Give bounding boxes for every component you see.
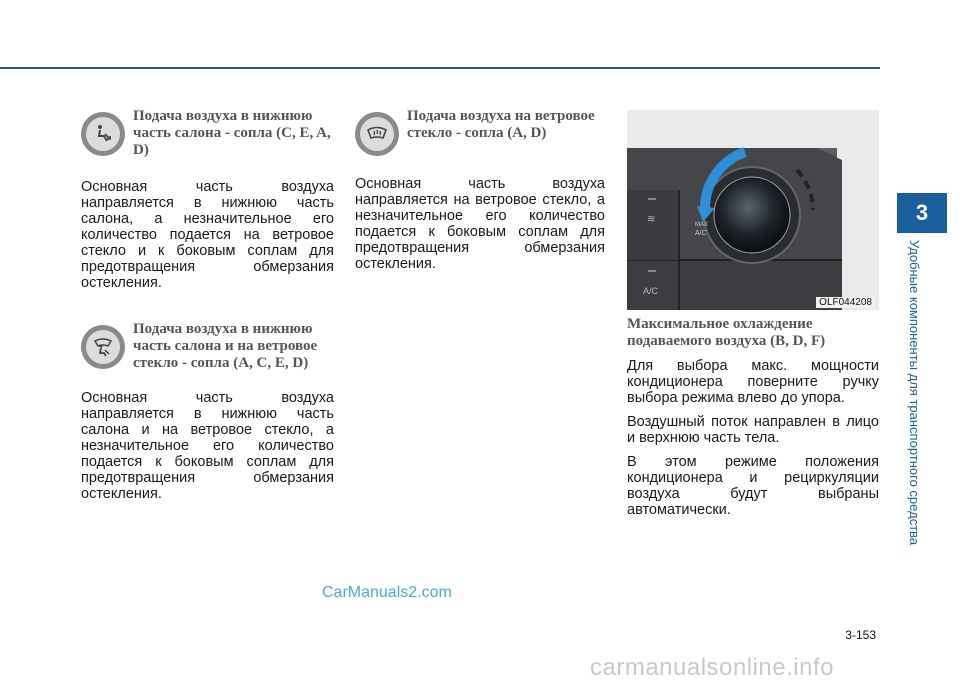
- section-floor-defrost: [81, 323, 334, 372]
- ac-label-knob: A/C: [695, 230, 707, 237]
- chapter-tab: 3: [897, 193, 947, 233]
- footer-watermark: carmanualsonline.info: [590, 654, 834, 681]
- section-windshield: [355, 110, 605, 156]
- max-cooling-p2: Воздушный поток направлен в лицо и верхнюю часть тела.: [627, 414, 879, 446]
- ac-button-label: A/C: [643, 286, 659, 296]
- photo-caption: OLF044208: [816, 297, 875, 308]
- page-number: 3-153: [845, 628, 876, 642]
- section-floor: [81, 110, 334, 159]
- top-rule: [0, 67, 880, 69]
- max-cooling-p1: Для выбора макс. мощности кондиционера поверните ручку выбора режима влево до упора.: [627, 358, 879, 406]
- max-cooling-p3: В этом режиме положения кондиционера и рециркуляции воздуха будут выбраны автоматически.: [627, 454, 879, 518]
- svg-text:≋: ≋: [647, 214, 656, 225]
- section-floor-body: Основная часть воздуха направляется в нижнюю часть салона, а незначительное его количество подается на ветровое стекло и к боковым соплам для предотвращения обмерзания остекления.: [81, 179, 334, 291]
- section-windshield-title: Подача воздуха на ветровое стекло - сопла (A, D): [407, 108, 595, 141]
- section-floor-title: Подача воздуха в нижнюю часть салона - сопла (C, E, A, D): [133, 108, 331, 158]
- section-windshield-body: Основная часть воздуха направляется на ветровое стекло, а незначительное его количество подается к боковым соплам для предотвращения обмерзания остекления.: [355, 176, 605, 272]
- climate-control-photo: [627, 110, 879, 310]
- section-floor-defrost-body: Основная часть воздуха направляется в нижнюю часть салона и на ветровое стекло, а незначительное его количество подается к боковым соплам для предотвращения обмерзания остекления.: [81, 390, 334, 502]
- left-column: [81, 110, 334, 502]
- max-cooling-title: Максимальное охлаждение подаваемого воздуха (B, D, F): [627, 316, 826, 349]
- max-label: MAX: [695, 222, 709, 228]
- watermark-link[interactable]: CarManuals2.com: [322, 584, 452, 601]
- right-column: [627, 316, 879, 518]
- floor-air-icon: [81, 112, 125, 156]
- middle-column: [355, 110, 605, 272]
- section-floor-defrost-title: Подача воздуха в нижнюю часть салона и на ветровое стекло - сопла (A, C, E, D): [133, 321, 318, 371]
- floor-defrost-icon: [81, 325, 125, 369]
- chapter-title: Удобные компоненты для транспортного средства: [907, 240, 922, 546]
- windshield-defrost-icon: [355, 112, 399, 156]
